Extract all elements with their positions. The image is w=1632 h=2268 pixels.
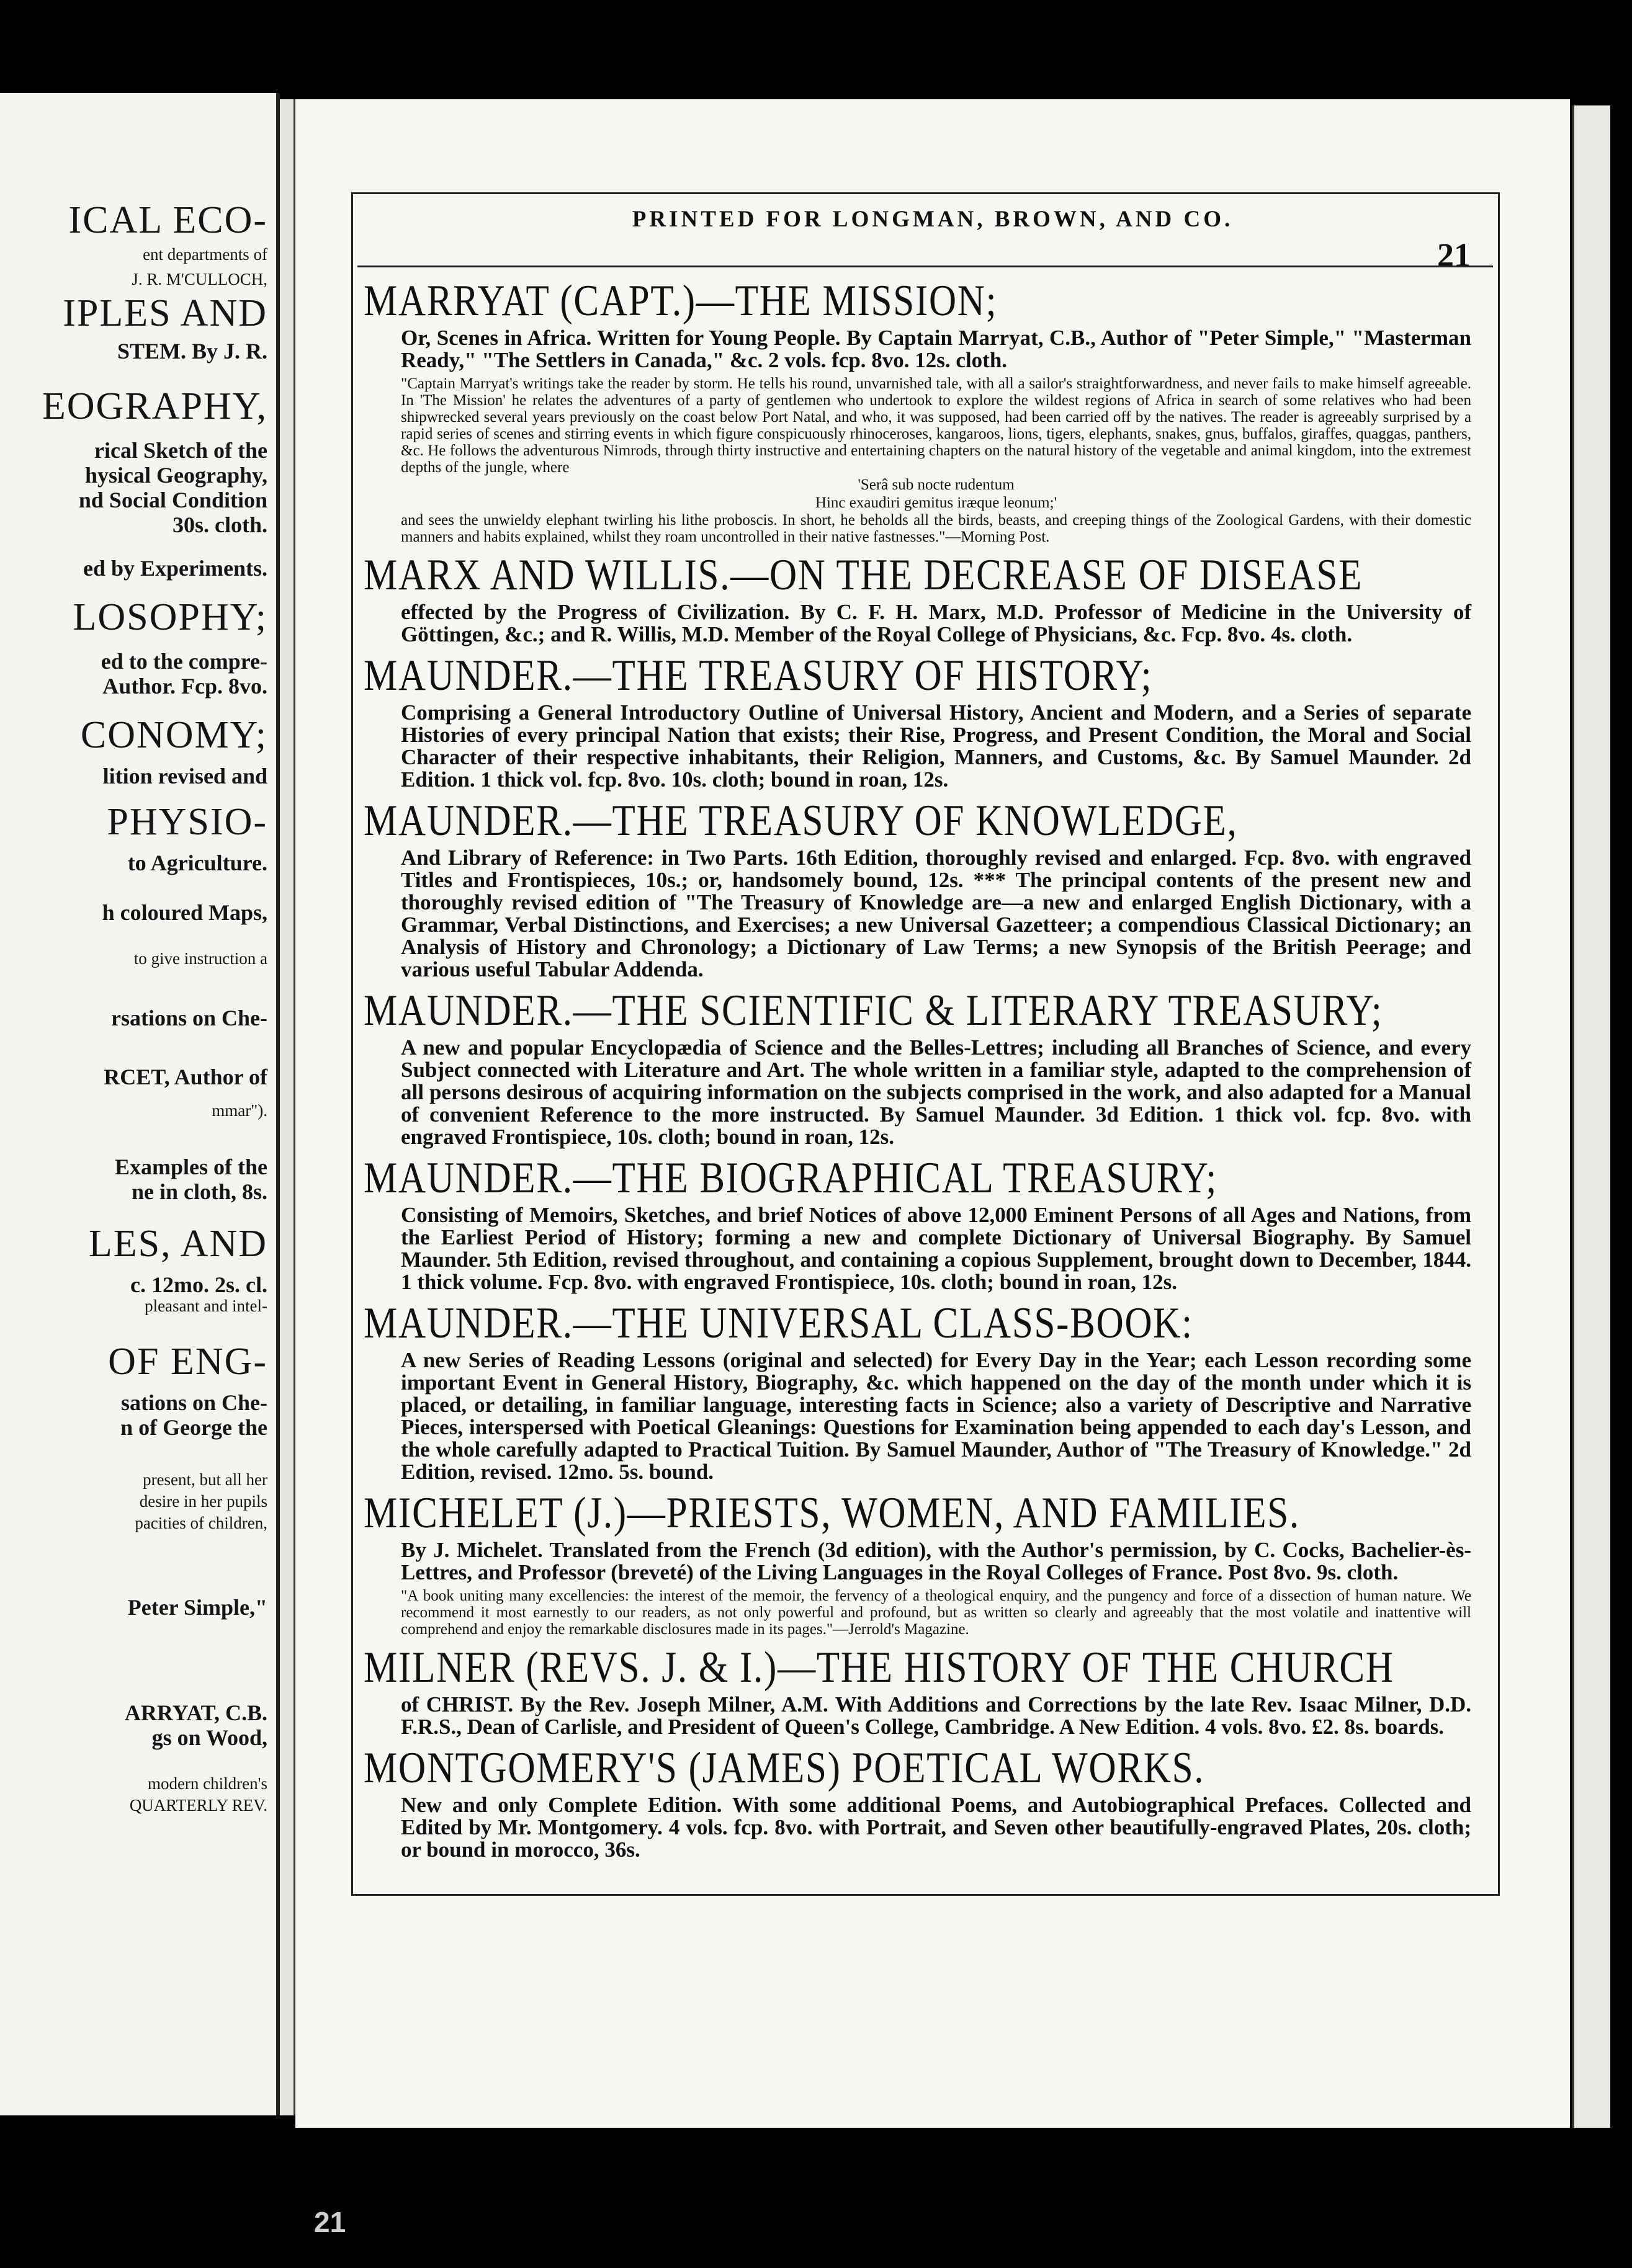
entry-title: MAUNDER.—THE BIOGRAPHICAL TREASURY; [364, 1154, 1217, 1202]
left-page-text-fragment: IPLES AND [63, 292, 267, 334]
left-page-text-fragment: EOGRAPHY, [42, 385, 267, 427]
entry-description: Comprising a General Introductory Outline of Universal History, Ancient and Modern, and a Series of separate Histories of every principal Nation that exists; their Rise, Progress, and Present Condition, the Moral and Social Character of their respective inhabitants, their Religion, Manners, and Customs, &c. By Samuel Maunder. 2d Edition. 1 thick vol. fcp. 8vo. 10s. cloth; bound in roan, 12s. [401, 700, 1471, 792]
entry-description: effected by the Progress of Civilization. By C. F. H. Marx, M.D. Professor of Medicine in the University of Göttingen, &c.; and R. Willis, M.D. Member of the Royal College of Physicians, &c. Fcp. 8vo. 4s. cloth. [401, 600, 1471, 646]
review-text: "Captain Marryat's writings take the reader by storm. He tells his round, unvarnished tale, with all a sailor's straightforwardness, and never fails to make himself agreeable. In 'The Mission' he relates the adventures of a party of gentlemen who undertook to explore the wildest regions of Africa in search of some relatives who had been shipwrecked several years previously on the coast below Port Natal, and who, it was supposed, had been carried off by the natives. The reader is agreeably surprised by a rapid series of scenes and stirring events in which figure conspicuously rhinoceroses, kangaroos, lions, tigers, elephants, snakes, gnus, buffalos, giraffes, quaggas, panthers, &c. He follows the adventurous Nimrods, through thirty instructive and entertaining chapters on the natural history of the vegetable and animal kingdom, into the extremest depths of the jungle, where [401, 375, 1471, 476]
left-page-text-fragment: ARRYAT, C.B. [124, 1700, 267, 1725]
book-page [295, 99, 1570, 2128]
entry-description: New and only Complete Edition. With some additional Poems, and Autobiographical Prefaces. Collected and Edited by Mr. Montgomery. 4 vols. fcp. 8vo. with Portrait, and Seven other beautifully-engraved Plates, 20s. cloth; or bound in morocco, 36s. [401, 1793, 1471, 1862]
left-page-text-fragment: J. R. M'CULLOCH, [132, 270, 267, 288]
entry-title: MILNER (REVS. J. & I.)—THE HISTORY OF THE CHURCH [364, 1643, 1394, 1692]
left-page-text-fragment: n of George the [120, 1415, 267, 1440]
left-page-text-fragment: pacities of children, [135, 1514, 267, 1532]
entry-treasury-knowledge [364, 795, 1471, 981]
left-page-text-fragment: Examples of the [115, 1154, 267, 1179]
entry-title: MAUNDER.—THE UNIVERSAL CLASS-BOOK: [364, 1299, 1193, 1347]
entry-review-quote: "A book uniting many excellencies: the interest of the memoir, the fervency of a theological enquiry, and the pungency and force of a dissection of human nature. We recommend it most earnestly to our readers, as not only powerful and profound, but as written so clearly and agreeably that the most volatile and inattentive will comprehend and enjoy the remarkable disclosures made in its pages."—Jerrold's Magazine. [401, 1587, 1471, 1638]
left-page-text-fragment: PHYSIO- [107, 801, 267, 843]
entry-title: MAUNDER.—THE SCIENTIFIC & LITERARY TREASURY; [364, 986, 1383, 1035]
left-page-text-fragment: desire in her pupils [139, 1492, 267, 1511]
left-page-text-fragment: ne in cloth, 8s. [131, 1179, 267, 1204]
left-page-text-fragment: Peter Simple," [127, 1595, 267, 1620]
entry-description: A new Series of Reading Lessons (original and selected) for Every Day in the Year; each Lesson recording some important Event in General History, Biography, &c. which happened on the day of the month under which it is placed, or detailing, in familiar language, interesting facts in Science; also a variety of Descriptive and Narrative Pieces, interspersed with Poetical Gleanings: Questions for Examination being appended to each day's Lesson, and the whole carefully adapted to Practical Tuition. By Samuel Maunder, Author of "The Treasury of Knowledge." 2d Edition, revised. 12mo. 5s. bound. [401, 1348, 1471, 1484]
film-frame-number: 21 [314, 2206, 346, 2238]
left-page-text-fragment: nd Social Condition [78, 488, 267, 512]
entry-description: Consisting of Memoirs, Sketches, and brief Notices of above 12,000 Eminent Persons of all Ages and Nations, from the Earliest Period of History; forming a new and complete Dictionary of Universal Biography. By Samuel Maunder. 5th Edition, revised throughout, and containing a copious Supplement, brought down to December, 1844. 1 thick volume. Fcp. 8vo. with engraved Frontispiece, 10s. cloth; bound in roan, 12s. [401, 1203, 1471, 1294]
left-page-text-fragment: gs on Wood, [151, 1725, 267, 1750]
entry-description: By J. Michelet. Translated from the French (3d edition), with the Author's permission, by C. Cocks, Bachelier-ès-Lettres, and Professor (breveté) of the Living Languages in the Royal Colleges of France. Post 8vo. 9s. cloth. [401, 1538, 1471, 1584]
left-page-text-fragment: 30s. cloth. [173, 512, 267, 537]
left-page-text-fragment: mmar"). [212, 1101, 267, 1120]
entry-title: MAUNDER.—THE TREASURY OF HISTORY; [364, 651, 1153, 700]
entry-marx-willis [364, 549, 1471, 646]
left-page-text-fragment: STEM. By J. R. [117, 339, 267, 364]
entry-biographical-treasury [364, 1152, 1471, 1293]
entry-universal-class-book [364, 1297, 1471, 1483]
left-page-text-fragment: ed by Experiments. [83, 556, 267, 581]
entry-scientific-treasury [364, 984, 1471, 1148]
left-page-text-fragment: ed to the compre- [101, 649, 267, 674]
entry-review-quote [364, 375, 1471, 545]
left-page-text-fragment: hysical Geography, [84, 463, 267, 488]
page-edge [1572, 105, 1610, 2128]
left-page-text-fragment: ICAL ECO- [68, 199, 267, 241]
review-text-end: and sees the unwieldy elephant twirling his lithe proboscis. In short, he beholds all the birds, beasts, and creeping things of the Zoological Gardens, with their domestic manners and habits explained, whilst they roam uncontrolled in their native fastnesses."—Morning Post. [401, 512, 1471, 545]
entry-description: Or, Scenes in Africa. Written for Young People. By Captain Marryat, C.B., Author of "Peter Simple," "Masterman Ready," "The Settlers in Canada," &c. 2 vols. fcp. 8vo. 12s. cloth. [401, 326, 1471, 372]
catalogue-entries [364, 275, 1471, 1865]
entry-michelet [364, 1487, 1471, 1638]
entry-title: MARX AND WILLIS.—ON THE DECREASE OF DISEASE [364, 551, 1363, 599]
left-page-text-fragment: lition revised and [102, 764, 267, 788]
left-page-text-fragment: CONOMY; [80, 714, 267, 756]
entry-title: MICHELET (J.)—PRIESTS, WOMEN, AND FAMILIES. [364, 1489, 1300, 1537]
left-page-text-fragment: ent departments of [143, 245, 267, 264]
left-page-text-fragment: pleasant and intel- [145, 1297, 267, 1315]
page-number: 21 [1437, 236, 1471, 274]
left-page-text-fragment: h coloured Maps, [102, 900, 267, 925]
latin-verse-line-1: 'Serâ sub nocte rudentum [858, 476, 1015, 493]
left-page-text-fragment: to give instruction a [133, 949, 267, 968]
page-gutter [280, 99, 295, 2115]
left-page-text-fragment: modern children's [147, 1774, 267, 1793]
previous-page-fragment [0, 93, 280, 2115]
left-page-text-fragment: rical Sketch of the [94, 438, 267, 463]
left-page-text-fragment: LOSOPHY; [73, 596, 267, 638]
left-page-text-fragment: QUARTERLY REV. [129, 1796, 267, 1815]
entry-title: MONTGOMERY'S (JAMES) POETICAL WORKS. [364, 1744, 1205, 1792]
left-page-text-fragment: sations on Che- [120, 1390, 267, 1415]
left-page-text-fragment: present, but all her [143, 1470, 267, 1489]
entry-description: A new and popular Encyclopædia of Science and the Belles-Lettres; including all Branches of Science, and every Subject connected with Literature and Art. The whole written in a familiar style, adapted to the comprehension of all persons desirous of acquiring information on the subjects comprised in the work, and also adapted for a Manual of convenient Reference to the more instructed. By Samuel Maunder. 3d Edition. 1 thick vol. fcp. 8vo. with engraved Frontispiece, 10s. cloth; bound in roan, 12s. [401, 1035, 1471, 1149]
latin-verse-line-2: Hinc exaudiri gemitus iræque leonum;' [815, 494, 1057, 511]
left-page-text-fragment: Author. Fcp. 8vo. [102, 674, 267, 699]
entry-milner [364, 1641, 1471, 1738]
entry-title: MAUNDER.—THE TREASURY OF KNOWLEDGE, [364, 797, 1238, 845]
entry-description: And Library of Reference: in Two Parts. 16th Edition, thoroughly revised and enlarged. Fcp. 8vo. with engraved Titles and Frontispieces, 10s.; or, handsomely bound, 12s. *** The principal contents of the present new and thoroughly revised edition of "The Treasury of Knowledge are—a new and enlarged English Dictionary, with a Grammar, Verbal Distinctions, and Exercises; a new Universal Gazetteer; a compendious Classical Dictionary; an Analysis of History and Chronology; a Dictionary of Law Terms; a new Synopsis of the British Peerage; and various useful Tabular Addenda. [401, 846, 1471, 981]
running-head: PRINTED FOR LONGMAN, BROWN, AND CO. [632, 207, 1234, 232]
left-page-text-fragment: to Agriculture. [127, 850, 267, 875]
entry-title: MARRYAT (CAPT.)—THE MISSION; [364, 277, 998, 325]
entry-treasury-history [364, 650, 1471, 791]
left-page-text-fragment: rsations on Che- [110, 1006, 267, 1030]
left-page-text-fragment: OF ENG- [108, 1341, 267, 1383]
entry-montgomery [364, 1742, 1471, 1861]
left-page-text-fragment: RCET, Author of [104, 1065, 267, 1089]
header-rule [357, 266, 1493, 267]
left-page-text-fragment: LES, AND [88, 1223, 267, 1265]
left-page-text-fragment: c. 12mo. 2s. cl. [130, 1272, 267, 1297]
entry-marryat [364, 275, 1471, 545]
entry-description: of CHRIST. By the Rev. Joseph Milner, A.M. With Additions and Corrections by the late Rev. Isaac Milner, D.D. F.R.S., Dean of Carlisle, and President of Queen's College, Cambridge. A New Edition. 4 vols. 8vo. £2. 8s. boards. [401, 1692, 1471, 1739]
